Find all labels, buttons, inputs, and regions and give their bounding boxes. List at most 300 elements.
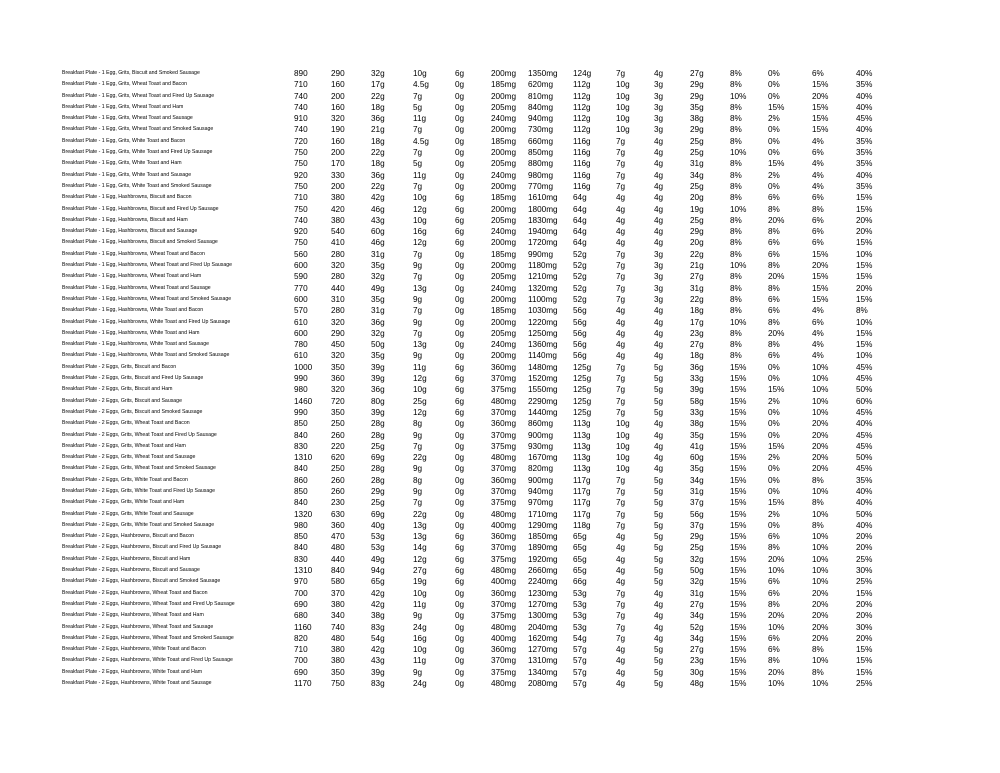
menu-item-name: Breakfast Plate - 2 Eggs, Hashbrowns, Biscuit and Fired Up Sausage <box>62 544 222 551</box>
menu-item-name: Breakfast Plate - 1 Egg, Hashbrowns, White Toast and Ham <box>62 329 200 336</box>
nutrition-cell: 45% <box>856 407 873 417</box>
nutrition-cell: 5g <box>654 509 664 519</box>
nutrition-cell: 7g <box>413 328 423 338</box>
nutrition-cell: 4g <box>654 622 664 632</box>
nutrition-cell: 10% <box>730 317 747 327</box>
nutrition-cell: 29g <box>690 532 704 542</box>
nutrition-cell: 600 <box>294 294 308 304</box>
nutrition-cell: 3g <box>654 261 664 271</box>
nutrition-cell: 14g <box>413 543 427 553</box>
nutrition-cell: 690 <box>294 599 308 609</box>
nutrition-cell: 2660mg <box>528 566 558 576</box>
nutrition-cell: 185mg <box>491 306 517 316</box>
nutrition-cell: 900mg <box>528 430 554 440</box>
nutrition-cell: 10% <box>812 396 829 406</box>
nutrition-cell: 200mg <box>491 181 517 191</box>
nutrition-cell: 6% <box>768 193 780 203</box>
table-row <box>62 204 886 215</box>
nutrition-cell: 7g <box>413 91 423 101</box>
nutrition-cell: 8% <box>768 261 780 271</box>
nutrition-cell: 160 <box>331 102 345 112</box>
nutrition-cell: 35g <box>690 102 704 112</box>
table-row <box>62 79 886 90</box>
nutrition-cell: 15% <box>730 407 747 417</box>
nutrition-cell: 40% <box>856 498 873 508</box>
menu-item-name: Breakfast Plate - 1 Egg, Grits, White Toast and Smoked Sausage <box>62 182 212 189</box>
nutrition-cell: 1220mg <box>528 317 558 327</box>
menu-item-name: Breakfast Plate - 1 Egg, Grits, White Toast and Bacon <box>62 137 186 144</box>
nutrition-cell: 0% <box>768 181 780 191</box>
nutrition-cell: 1160 <box>294 622 312 632</box>
nutrition-cell: 3g <box>654 249 664 259</box>
nutrition-cell: 320 <box>331 317 345 327</box>
nutrition-cell: 1140mg <box>528 351 557 361</box>
nutrition-cell: 420 <box>331 204 345 214</box>
nutrition-cell: 2290mg <box>528 396 558 406</box>
nutrition-cell: 980 <box>294 385 308 395</box>
nutrition-cell: 4g <box>616 193 626 203</box>
nutrition-cell: 680 <box>294 611 308 621</box>
nutrition-cell: 10g <box>413 385 427 395</box>
table-row <box>62 373 886 384</box>
nutrition-cell: 205mg <box>491 159 517 169</box>
nutrition-cell: 4g <box>654 193 664 203</box>
nutrition-cell: 6% <box>768 249 780 259</box>
nutrition-cell: 8% <box>730 249 742 259</box>
nutrition-cell: 4% <box>812 159 824 169</box>
table-row <box>62 633 886 644</box>
nutrition-cell: 35g <box>690 464 704 474</box>
nutrition-cell: 4% <box>812 181 824 191</box>
nutrition-cell: 6g <box>455 407 465 417</box>
nutrition-cell: 750 <box>294 148 308 158</box>
nutrition-cell: 3g <box>654 80 664 90</box>
nutrition-cell: 5g <box>654 645 664 655</box>
nutrition-cell: 32g <box>690 577 704 587</box>
nutrition-cell: 45% <box>856 114 873 124</box>
table-row <box>62 124 886 135</box>
nutrition-cell: 0g <box>455 80 465 90</box>
nutrition-cell: 7g <box>616 272 626 282</box>
nutrition-cell: 15% <box>730 520 747 530</box>
nutrition-cell: 10% <box>768 679 785 689</box>
nutrition-cell: 0% <box>768 475 780 485</box>
nutrition-cell: 22g <box>371 91 385 101</box>
nutrition-cell: 6g <box>455 532 465 542</box>
nutrition-cell: 30% <box>856 566 873 576</box>
menu-item-name: Breakfast Plate - 2 Eggs, Grits, Wheat Toast and Bacon <box>62 420 190 427</box>
nutrition-cell: 15% <box>730 486 747 496</box>
nutrition-cell: 0% <box>768 464 780 474</box>
nutrition-cell: 8% <box>812 204 824 214</box>
nutrition-cell: 0g <box>455 340 465 350</box>
nutrition-cell: 7g <box>413 125 423 135</box>
table-row <box>62 102 886 113</box>
nutrition-cell: 45% <box>856 464 873 474</box>
nutrition-cell: 83g <box>371 622 385 632</box>
nutrition-cell: 360mg <box>491 532 517 542</box>
nutrition-cell: 3g <box>654 114 664 124</box>
menu-item-name: Breakfast Plate - 2 Eggs, Hashbrowns, Wheat Toast and Smoked Sausage <box>62 634 234 641</box>
nutrition-cell: 40% <box>856 419 873 429</box>
nutrition-cell: 740 <box>331 622 345 632</box>
nutrition-cell: 32g <box>371 69 385 78</box>
nutrition-cell: 8% <box>730 102 742 112</box>
menu-item-name: Breakfast Plate - 1 Egg, Hashbrowns, Biscuit and Bacon <box>62 194 192 201</box>
nutrition-cell: 8g <box>413 475 423 485</box>
nutrition-cell: 1320 <box>294 509 313 519</box>
nutrition-cell: 620 <box>331 453 345 463</box>
nutrition-cell: 0% <box>768 520 780 530</box>
nutrition-cell: 10g <box>616 80 630 90</box>
nutrition-cell: 15% <box>730 656 747 666</box>
nutrition-cell: 920 <box>294 170 308 180</box>
menu-item-name: Breakfast Plate - 1 Egg, Grits, Biscuit and Smoked Sausage <box>62 70 200 76</box>
nutrition-cell: 0g <box>455 430 465 440</box>
nutrition-cell: 700 <box>294 656 308 666</box>
nutrition-cell: 36g <box>371 170 385 180</box>
nutrition-cell: 15% <box>812 283 829 293</box>
nutrition-cell: 0g <box>455 283 465 293</box>
nutrition-cell: 3g <box>654 125 664 135</box>
nutrition-cell: 112g <box>573 80 591 90</box>
nutrition-cell: 10% <box>812 509 829 519</box>
nutrition-cell: 4g <box>654 238 664 248</box>
nutrition-cell: 11g <box>413 114 427 124</box>
nutrition-cell: 0g <box>455 419 465 429</box>
nutrition-cell: 15% <box>856 238 873 248</box>
nutrition-cell: 39g <box>371 362 385 372</box>
nutrition-cell: 10g <box>413 193 427 203</box>
nutrition-cell: 340 <box>331 611 345 621</box>
table-row <box>62 328 886 339</box>
nutrition-cell: 4g <box>616 340 626 350</box>
nutrition-cell: 280 <box>331 306 345 316</box>
nutrition-cell: 15% <box>856 261 873 271</box>
nutrition-cell: 250 <box>331 419 345 429</box>
nutrition-cell: 0% <box>768 374 780 384</box>
nutrition-cell: 37g <box>690 498 704 508</box>
nutrition-cell: 4g <box>654 136 664 146</box>
nutrition-cell: 66g <box>573 577 587 587</box>
nutrition-cell: 1520mg <box>528 374 558 384</box>
nutrition-cell: 57g <box>573 667 587 677</box>
table-row <box>62 215 886 226</box>
nutrition-cell: 0% <box>768 419 780 429</box>
nutrition-cell: 13g <box>413 340 427 350</box>
nutrition-cell: 260 <box>331 486 345 496</box>
nutrition-cell: 8% <box>768 599 780 609</box>
nutrition-cell: 30g <box>690 667 704 677</box>
menu-item-name: Breakfast Plate - 2 Eggs, Grits, White Toast and Ham <box>62 499 185 506</box>
nutrition-cell: 10% <box>730 261 747 271</box>
nutrition-cell: 94g <box>371 566 385 576</box>
nutrition-cell: 56g <box>573 317 587 327</box>
nutrition-cell: 27g <box>690 272 704 282</box>
table-row <box>62 113 886 124</box>
nutrition-cell: 850 <box>294 419 308 429</box>
nutrition-cell: 4g <box>654 430 664 440</box>
nutrition-cell: 7g <box>413 306 423 316</box>
nutrition-cell: 7g <box>616 475 626 485</box>
nutrition-cell: 600 <box>294 261 308 271</box>
nutrition-cell: 10% <box>768 622 785 632</box>
table-row <box>62 294 886 305</box>
nutrition-cell: 52g <box>573 294 587 304</box>
menu-item-name: Breakfast Plate - 1 Egg, Hashbrowns, Biscuit and Smoked Sausage <box>62 239 218 246</box>
nutrition-cell: 205mg <box>491 102 517 112</box>
nutrition-cell: 610 <box>294 351 308 361</box>
nutrition-cell: 4g <box>654 328 664 338</box>
nutrition-cell: 28g <box>371 475 385 485</box>
nutrition-cell: 8% <box>730 294 742 304</box>
nutrition-cell: 12g <box>413 554 427 564</box>
nutrition-cell: 10g <box>413 69 427 78</box>
nutrition-cell: 410 <box>331 238 345 248</box>
nutrition-cell: 36g <box>371 385 385 395</box>
nutrition-cell: 0% <box>768 80 780 90</box>
nutrition-cell: 0g <box>455 136 465 146</box>
nutrition-table <box>62 68 886 689</box>
nutrition-cell: 8% <box>856 306 868 316</box>
nutrition-cell: 8% <box>730 125 742 135</box>
nutrition-cell: 28g <box>371 430 385 440</box>
nutrition-cell: 8% <box>730 272 742 282</box>
nutrition-cell: 0g <box>455 633 465 643</box>
nutrition-cell: 64g <box>573 204 587 214</box>
nutrition-cell: 28g <box>371 419 385 429</box>
nutrition-cell: 15% <box>730 374 747 384</box>
nutrition-cell: 205mg <box>491 272 517 282</box>
nutrition-cell: 240mg <box>491 170 517 180</box>
nutrition-cell: 8% <box>730 114 742 124</box>
nutrition-cell: 4% <box>812 170 824 180</box>
nutrition-cell: 0g <box>455 475 465 485</box>
nutrition-cell: 36g <box>371 317 385 327</box>
table-row <box>62 542 886 553</box>
table-row <box>62 554 886 565</box>
nutrition-cell: 10g <box>616 91 630 101</box>
nutrition-cell: 940mg <box>528 114 554 124</box>
nutrition-cell: 113g <box>573 419 591 429</box>
nutrition-cell: 12g <box>413 204 427 214</box>
nutrition-cell: 200mg <box>491 238 517 248</box>
nutrition-cell: 580 <box>331 577 345 587</box>
menu-item-name: Breakfast Plate - 1 Egg, Hashbrowns, White Toast and Bacon <box>62 307 204 314</box>
nutrition-cell: 0g <box>455 272 465 282</box>
nutrition-cell: 15% <box>730 441 747 451</box>
nutrition-cell: 20g <box>690 193 704 203</box>
table-row <box>62 260 886 271</box>
nutrition-cell: 370mg <box>491 599 517 609</box>
nutrition-cell: 15% <box>730 509 747 519</box>
nutrition-cell: 5g <box>654 667 664 677</box>
nutrition-cell: 19g <box>690 204 704 214</box>
nutrition-cell: 380 <box>331 645 345 655</box>
nutrition-cell: 15% <box>768 385 785 395</box>
nutrition-cell: 35% <box>856 181 873 191</box>
nutrition-cell: 52g <box>573 283 587 293</box>
nutrition-cell: 990 <box>294 407 308 417</box>
nutrition-cell: 6g <box>455 374 465 384</box>
nutrition-cell: 480mg <box>491 622 517 632</box>
nutrition-cell: 5g <box>413 102 423 112</box>
nutrition-cell: 64g <box>573 227 587 237</box>
nutrition-cell: 190 <box>331 125 345 135</box>
nutrition-cell: 8% <box>730 283 742 293</box>
nutrition-cell: 260 <box>331 475 345 485</box>
nutrition-cell: 480mg <box>491 453 517 463</box>
nutrition-cell: 8% <box>730 227 742 237</box>
nutrition-cell: 8% <box>730 159 742 169</box>
nutrition-cell: 770mg <box>528 181 554 191</box>
nutrition-cell: 1310mg <box>528 656 558 666</box>
nutrition-cell: 9g <box>413 486 423 496</box>
nutrition-cell: 34g <box>690 170 704 180</box>
nutrition-cell: 11g <box>413 362 427 372</box>
nutrition-cell: 24g <box>413 622 427 632</box>
nutrition-cell: 112g <box>573 114 591 124</box>
nutrition-cell: 0g <box>455 498 465 508</box>
nutrition-cell: 480mg <box>491 396 517 406</box>
nutrition-cell: 4g <box>616 215 626 225</box>
nutrition-cell: 1320mg <box>528 283 558 293</box>
nutrition-cell: 6% <box>812 69 824 78</box>
nutrition-cell: 1100mg <box>528 294 557 304</box>
nutrition-cell: 1270mg <box>528 645 558 655</box>
nutrition-cell: 40% <box>856 170 873 180</box>
nutrition-cell: 4g <box>616 328 626 338</box>
nutrition-cell: 5g <box>654 532 664 542</box>
nutrition-cell: 8% <box>730 238 742 248</box>
nutrition-cell: 25% <box>856 679 873 689</box>
nutrition-cell: 4g <box>654 204 664 214</box>
nutrition-cell: 117g <box>573 475 591 485</box>
nutrition-cell: 0g <box>455 464 465 474</box>
nutrition-cell: 13g <box>413 532 427 542</box>
nutrition-cell: 20% <box>812 611 829 621</box>
nutrition-cell: 320 <box>331 114 345 124</box>
nutrition-cell: 15% <box>730 419 747 429</box>
nutrition-cell: 124g <box>573 69 592 78</box>
nutrition-cell: 12g <box>413 238 427 248</box>
nutrition-cell: 20% <box>856 599 873 609</box>
nutrition-cell: 39g <box>371 407 385 417</box>
nutrition-cell: 7g <box>616 69 626 78</box>
table-row <box>62 418 886 429</box>
nutrition-cell: 740 <box>294 102 308 112</box>
nutrition-cell: 4g <box>654 588 664 598</box>
nutrition-cell: 65g <box>573 532 587 542</box>
nutrition-cell: 49g <box>371 283 385 293</box>
nutrition-cell: 4g <box>654 170 664 180</box>
nutrition-cell: 4g <box>654 159 664 169</box>
nutrition-cell: 4g <box>616 351 626 361</box>
nutrition-cell: 22g <box>413 509 427 519</box>
nutrition-cell: 20% <box>812 453 829 463</box>
nutrition-cell: 7g <box>616 261 626 271</box>
nutrition-cell: 4g <box>616 227 626 237</box>
nutrition-cell: 1000 <box>294 362 313 372</box>
nutrition-cell: 57g <box>573 679 587 689</box>
nutrition-cell: 7g <box>616 181 626 191</box>
nutrition-cell: 83g <box>371 679 385 689</box>
nutrition-cell: 9g <box>413 611 423 621</box>
nutrition-cell: 20% <box>812 599 829 609</box>
nutrition-cell: 20% <box>812 441 829 451</box>
nutrition-cell: 7g <box>616 622 626 632</box>
nutrition-cell: 4% <box>812 351 824 361</box>
nutrition-cell: 45% <box>856 374 873 384</box>
nutrition-cell: 10g <box>413 645 427 655</box>
nutrition-cell: 8% <box>730 340 742 350</box>
nutrition-cell: 49g <box>371 554 385 564</box>
menu-item-name: Breakfast Plate - 1 Egg, Hashbrowns, Wheat Toast and Bacon <box>62 250 205 257</box>
nutrition-cell: 8% <box>812 667 824 677</box>
nutrition-cell: 57g <box>573 656 587 666</box>
nutrition-cell: 8% <box>812 520 824 530</box>
nutrition-cell: 7g <box>413 148 423 158</box>
nutrition-cell: 56g <box>573 306 587 316</box>
nutrition-cell: 6% <box>768 645 780 655</box>
nutrition-cell: 10% <box>812 374 829 384</box>
nutrition-cell: 35g <box>371 261 385 271</box>
nutrition-cell: 45% <box>856 441 873 451</box>
nutrition-cell: 116g <box>573 159 591 169</box>
nutrition-cell: 1830mg <box>528 215 558 225</box>
nutrition-cell: 27g <box>690 645 704 655</box>
nutrition-cell: 720 <box>331 396 345 406</box>
nutrition-cell: 6% <box>812 238 824 248</box>
nutrition-cell: 1340mg <box>528 667 558 677</box>
nutrition-cell: 7g <box>616 362 626 372</box>
nutrition-cell: 1300mg <box>528 611 558 621</box>
nutrition-cell: 80g <box>371 396 385 406</box>
nutrition-cell: 2% <box>768 509 780 519</box>
nutrition-cell: 60g <box>690 453 704 463</box>
nutrition-cell: 1230mg <box>528 588 558 598</box>
nutrition-cell: 25g <box>690 543 704 553</box>
nutrition-cell: 12g <box>413 374 427 384</box>
nutrition-cell: 4.5g <box>413 80 429 90</box>
nutrition-cell: 5g <box>654 486 664 496</box>
menu-item-name: Breakfast Plate - 1 Egg, Grits, Wheat Toast and Sausage <box>62 115 193 122</box>
nutrition-cell: 380 <box>331 599 345 609</box>
nutrition-cell: 10g <box>616 125 630 135</box>
nutrition-cell: 750 <box>294 204 308 214</box>
nutrition-cell: 6% <box>768 306 780 316</box>
nutrition-cell: 9g <box>413 351 423 361</box>
menu-item-name: Breakfast Plate - 2 Eggs, Hashbrowns, White Toast and Fired Up Sausage <box>62 657 233 664</box>
nutrition-cell: 470 <box>331 532 345 542</box>
nutrition-cell: 0% <box>768 407 780 417</box>
nutrition-cell: 15% <box>730 611 747 621</box>
nutrition-cell: 0g <box>455 509 465 519</box>
nutrition-cell: 9g <box>413 317 423 327</box>
nutrition-cell: 7g <box>616 374 626 384</box>
nutrition-cell: 25% <box>856 577 873 587</box>
nutrition-cell: 18g <box>371 102 385 112</box>
nutrition-cell: 15% <box>730 543 747 553</box>
nutrition-cell: 200 <box>331 181 345 191</box>
nutrition-cell: 4g <box>654 340 664 350</box>
nutrition-cell: 5g <box>654 554 664 564</box>
nutrition-cell: 10% <box>730 91 747 101</box>
nutrition-cell: 41g <box>690 441 704 451</box>
nutrition-cell: 8% <box>768 317 780 327</box>
nutrition-cell: 1670mg <box>528 453 558 463</box>
nutrition-cell: 5g <box>654 407 664 417</box>
